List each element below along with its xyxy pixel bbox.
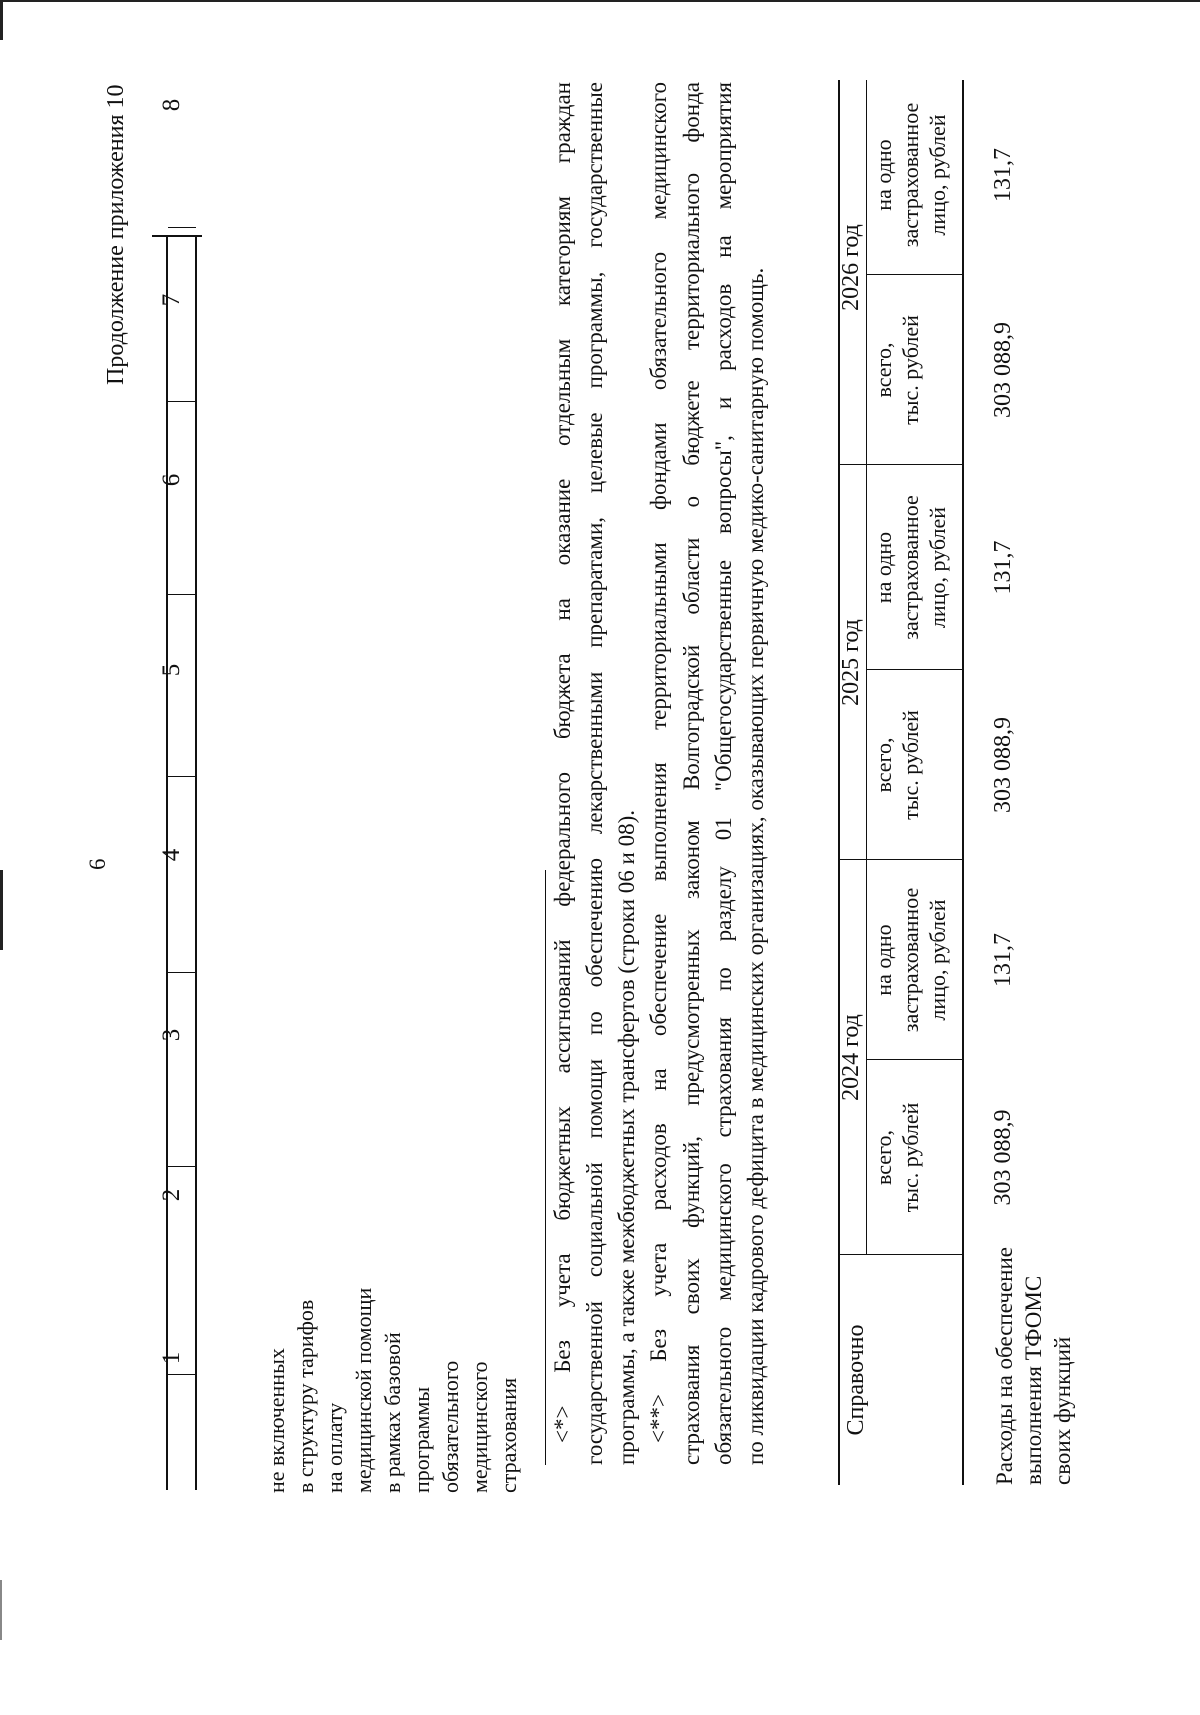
column-divider: [168, 594, 196, 595]
row-label-line: медицинской помощи: [351, 1287, 376, 1493]
ref-table-rule-bottom: [962, 80, 964, 1485]
footnote-line: государственной социальной помощи по обеспечению лекарственными препаратами, целевые программы, государственные: [582, 82, 607, 1465]
row-label-line: обязательного: [438, 1360, 463, 1493]
table-rule-frame: [152, 235, 202, 237]
sub-header-line: застрахованное: [898, 495, 923, 640]
table-rule-mid: [195, 235, 197, 1490]
row-label-line: на оплату: [322, 1402, 347, 1493]
value-cell: 131,7: [990, 540, 1016, 595]
footnote-line: <**> Без учета расходов на обеспечение выполнения территориальными фондами обязательного медицинского: [646, 82, 671, 1443]
sub-header-line: лицо, рублей: [925, 114, 950, 236]
footnote-line: <*> Без учета бюджетных ассигнований федерального бюджета на оказание отдельным категориям граждан: [550, 82, 575, 1443]
footnote-separator: [545, 870, 546, 1465]
sub-header-line: на одно: [871, 924, 896, 996]
sub-header-line: всего,: [871, 1129, 896, 1186]
column-number: 7: [158, 293, 185, 307]
column-number: 1: [158, 1351, 185, 1365]
column-divider: [168, 776, 196, 777]
year-header: 2025 год: [838, 619, 864, 706]
row-label: [262, 1288, 523, 1493]
sub-header-total: [870, 1060, 924, 1255]
continuation-title: Продолжение приложения 10: [103, 84, 129, 385]
sub-header-line: на одно: [871, 531, 896, 604]
sub-header-per: [870, 75, 951, 275]
row-label-line: медицинского: [467, 1361, 492, 1493]
column-number: 6: [158, 473, 185, 487]
row-label-line: не включенных: [264, 1348, 289, 1493]
column-number: 3: [158, 1028, 185, 1042]
ref-row-label-line: своих функций: [1050, 1336, 1075, 1485]
footnote-line: программы, а также межбюджетных трансфертов (строки 06 и 08).: [614, 809, 639, 1465]
year-header: 2024 год: [838, 1014, 864, 1101]
sub-header-line: всего,: [871, 737, 896, 793]
footnote-line: страхования своих функций, предусмотренных законом Волгоградской области о бюджете территориального фонда: [679, 82, 704, 1465]
value-cell: 303 088,9: [990, 717, 1016, 813]
column-number: 8: [158, 98, 185, 112]
value-cell: 131,7: [990, 148, 1016, 202]
ref-row-label: [990, 1247, 1077, 1485]
ref-row-label-line: Расходы на обеспечение: [992, 1247, 1017, 1485]
sub-header-line: тыс. рублей: [898, 1102, 923, 1213]
row-label-line: в структуру тарифов: [293, 1299, 318, 1493]
value-cell: 303 088,9: [990, 322, 1016, 418]
sub-header-per: [870, 860, 951, 1060]
value-cell: 131,7: [990, 933, 1016, 987]
sub-header-line: лицо, рублей: [925, 506, 950, 629]
sub-header-total: [870, 275, 924, 465]
column-divider: [168, 227, 196, 228]
footnote-line: по ликвидации кадрового дефицита в медицинских организациях, оказывающих первичную медико-санитарную помощь.: [743, 267, 768, 1465]
column-divider: [168, 401, 196, 402]
row-label-line: в рамках базовой: [380, 1332, 405, 1493]
ref-table-rule-years: [866, 80, 867, 1255]
sub-header-line: застрахованное: [898, 887, 923, 1033]
column-divider: [168, 1166, 196, 1167]
sub-header-total: [870, 670, 924, 860]
sub-header-line: всего,: [871, 342, 896, 398]
row-label-line: страхования: [496, 1377, 521, 1493]
sub-header-line: на одно: [871, 139, 896, 211]
value-cell: 303 088,9: [990, 1109, 1016, 1206]
sub-header-line: тыс. рублей: [898, 710, 923, 820]
sub-header-line: застрахованное: [898, 102, 923, 248]
sub-header-line: лицо, рублей: [925, 899, 950, 1021]
row-label-line: программы: [409, 1386, 434, 1493]
ref-table-header: Справочно: [843, 1324, 869, 1436]
footnote-line: обязательного медицинского страхования по разделу 01 "Общегосударственные вопросы", и расходов на мероприятия: [711, 82, 736, 1465]
page-number: 6: [85, 858, 110, 870]
column-number: 5: [158, 663, 185, 677]
column-divider: [168, 972, 196, 973]
year-header: 2026 год: [838, 224, 864, 311]
sub-header-line: тыс. рублей: [898, 315, 923, 425]
column-number: 2: [158, 1188, 185, 1202]
column-number: 4: [158, 848, 185, 862]
sub-header-per: [870, 465, 951, 670]
ref-row-label-line: выполнения ТФОМС: [1021, 1275, 1046, 1485]
